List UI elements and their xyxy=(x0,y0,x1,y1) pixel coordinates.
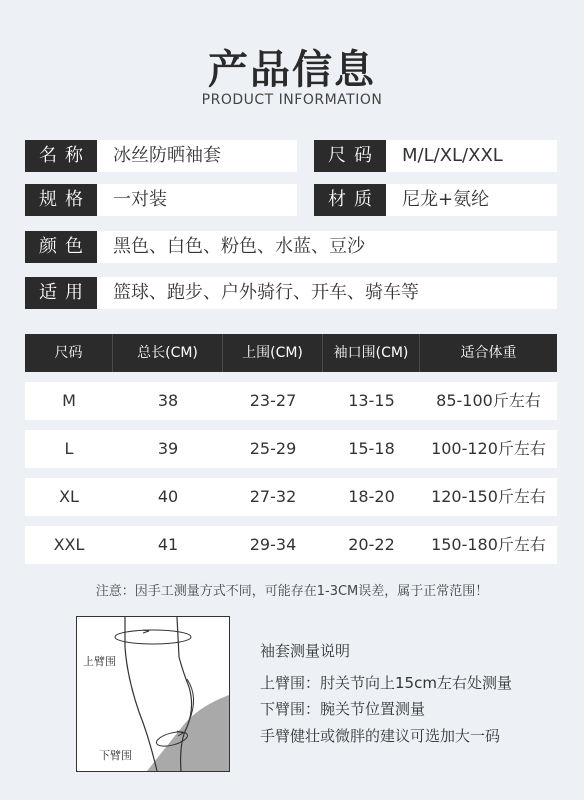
info-row-spec xyxy=(25,184,297,216)
table-cell: 15-18 xyxy=(348,439,395,458)
table-cell: 40 xyxy=(157,487,179,506)
upper-arm-label: 上臂围 xyxy=(83,655,116,668)
use-value: 篮球、跑步、户外骑行、开车、骑车等 xyxy=(97,277,557,309)
table-cell: 25-29 xyxy=(249,439,297,458)
spec-value: 一对装 xyxy=(97,184,297,216)
material-label: 材质 xyxy=(314,184,386,216)
explanation-title: 袖套测量说明 xyxy=(260,642,351,660)
table-cell: 18-20 xyxy=(348,487,395,506)
table-row xyxy=(25,430,557,468)
size-table-header xyxy=(25,334,557,372)
arm-measurement-diagram xyxy=(76,616,230,772)
table-cell: 29-34 xyxy=(249,535,297,554)
explanation-line-upper-arm: 上臂围：肘关节向上15cm左右处测量 xyxy=(260,674,512,692)
info-row-name xyxy=(25,140,297,172)
header-cell: 适合体重 xyxy=(460,345,517,361)
info-row-color xyxy=(25,231,557,263)
table-cell: 150-180斤左右 xyxy=(431,535,546,554)
table-cell: 27-32 xyxy=(249,487,297,506)
table-cell: 100-120斤左右 xyxy=(431,439,546,458)
header-cell: 袖口围(CM) xyxy=(323,334,420,372)
table-cell: M xyxy=(62,391,76,410)
info-row-material xyxy=(314,184,557,216)
table-row xyxy=(25,526,557,564)
name-value: 冰丝防晒袖套 xyxy=(97,140,297,172)
table-cell: XL xyxy=(59,487,79,506)
color-value: 黑色、白色、粉色、水蓝、豆沙 xyxy=(97,231,557,263)
lower-arm-label: 下臂围 xyxy=(99,749,132,762)
page-title: 产品信息 xyxy=(208,47,376,93)
explanation-line-size-tip: 手臂健壮或微胖的建议可选加大一码 xyxy=(260,727,501,745)
size-value: M/L/XL/XXL xyxy=(386,140,557,172)
table-row xyxy=(25,382,557,420)
use-label: 适用 xyxy=(25,277,97,309)
table-cell: 13-15 xyxy=(348,391,395,410)
table-cell: 20-22 xyxy=(348,535,395,554)
header-cell: 总长(CM) xyxy=(113,334,223,372)
table-cell: 38 xyxy=(157,391,179,410)
table-cell: L xyxy=(64,439,74,458)
material-value: 尼龙+氨纶 xyxy=(386,184,557,216)
spec-label: 规格 xyxy=(25,184,97,216)
header-cell: 尺码 xyxy=(25,334,113,372)
measurement-note: 注意：因手工测量方式不同，可能存在1-3CM误差，属于正常范围！ xyxy=(95,584,489,599)
table-cell: XXL xyxy=(53,535,85,554)
table-cell: 120-150斤左右 xyxy=(431,487,546,506)
info-row-size xyxy=(314,140,557,172)
page-subtitle: PRODUCT INFORMATION xyxy=(201,92,383,108)
size-table xyxy=(25,334,557,564)
size-label: 尺码 xyxy=(314,140,386,172)
info-row-use xyxy=(25,277,557,309)
table-cell: 41 xyxy=(157,535,179,554)
name-label: 名称 xyxy=(25,140,97,172)
table-cell: 23-27 xyxy=(249,391,297,410)
header-cell: 上围(CM) xyxy=(223,334,323,372)
table-cell: 39 xyxy=(157,439,179,458)
table-cell: 85-100斤左右 xyxy=(436,391,541,410)
table-row xyxy=(25,478,557,516)
color-label: 颜色 xyxy=(25,231,97,263)
explanation-line-lower-arm: 下臂围：腕关节位置测量 xyxy=(260,700,426,718)
